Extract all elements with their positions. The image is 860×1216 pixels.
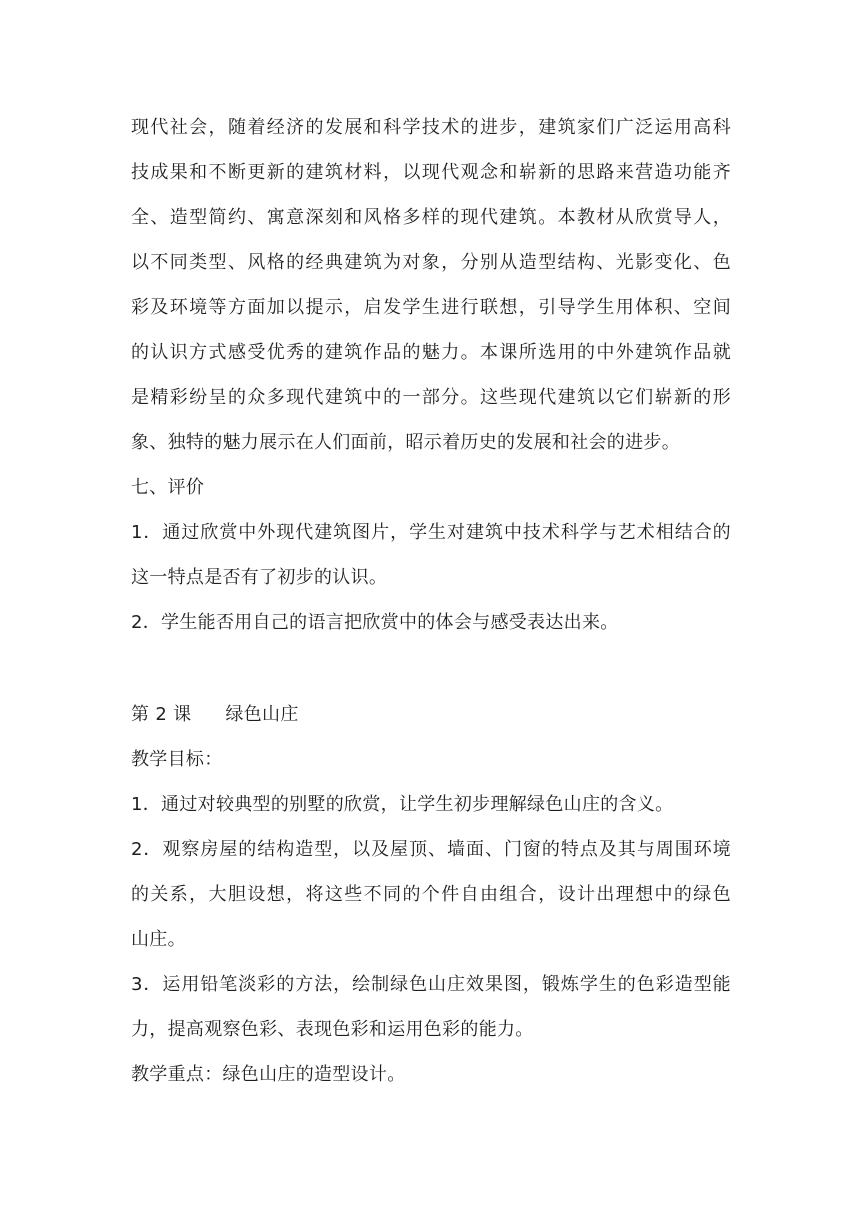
- goals-label: 教学目标：: [131, 749, 223, 770]
- evaluation-item-2: 2．学生能否用自己的语言把欣赏中的体会与感受表达出来。: [131, 612, 619, 633]
- paragraph-line: 是精彩纷呈的众多现代建筑中的一部分。这些现代建筑以它们崭新的形: [131, 387, 731, 408]
- paragraph-line: 象、独特的魅力展示在人们面前，昭示着历史的发展和社会的进步。: [131, 432, 680, 453]
- section-heading: 七、评价: [131, 477, 205, 498]
- paragraph-line: 彩及环境等方面加以提示，启发学生进行联想，引导学生用体积、空间: [131, 297, 731, 318]
- lesson-heading: [131, 703, 299, 727]
- lesson-number: 第 2 课: [131, 704, 192, 725]
- paragraph-line: 全、造型简约、寓意深刻和风格多样的现代建筑。本教材从欣赏导人，: [131, 207, 731, 228]
- goal-3-line: 3．运用铅笔淡彩的方法，绘制绿色山庄效果图，锻炼学生的色彩造型能: [131, 974, 731, 995]
- goal-1: 1．通过对较典型的别墅的欣赏，让学生初步理解绿色山庄的含义。: [131, 794, 674, 815]
- goal-2-line: 山庄。: [131, 929, 186, 950]
- paragraph-line: 的认识方式感受优秀的建筑作品的魅力。本课所选用的中外建筑作品就: [131, 342, 731, 363]
- evaluation-item-1-line: 这一特点是否有了初步的认识。: [131, 567, 388, 588]
- paragraph-line: 以不同类型、风格的经典建筑为对象，分别从造型结构、光影变化、色: [131, 252, 731, 273]
- goal-2-line: 的关系，大胆设想，将这些不同的个件自由组合，设计出理想中的绿色: [131, 884, 731, 905]
- key-point: 教学重点：绿色山庄的造型设计。: [131, 1064, 406, 1085]
- lesson-title: 绿色山庄: [225, 704, 299, 725]
- goal-3-line: 力，提高观察色彩、表现色彩和运用色彩的能力。: [131, 1019, 534, 1040]
- paragraph-line: 现代社会，随着经济的发展和科学技术的进步，建筑家们广泛运用高科: [131, 117, 731, 138]
- goal-2-line: 2．观察房屋的结构造型，以及屋顶、墙面、门窗的特点及其与周围环境: [131, 839, 731, 860]
- evaluation-item-1-line: 1．通过欣赏中外现代建筑图片，学生对建筑中技术科学与艺术相结合的: [131, 522, 731, 543]
- paragraph-line: 技成果和不断更新的建筑材料，以现代观念和崭新的思路来营造功能齐: [131, 162, 731, 183]
